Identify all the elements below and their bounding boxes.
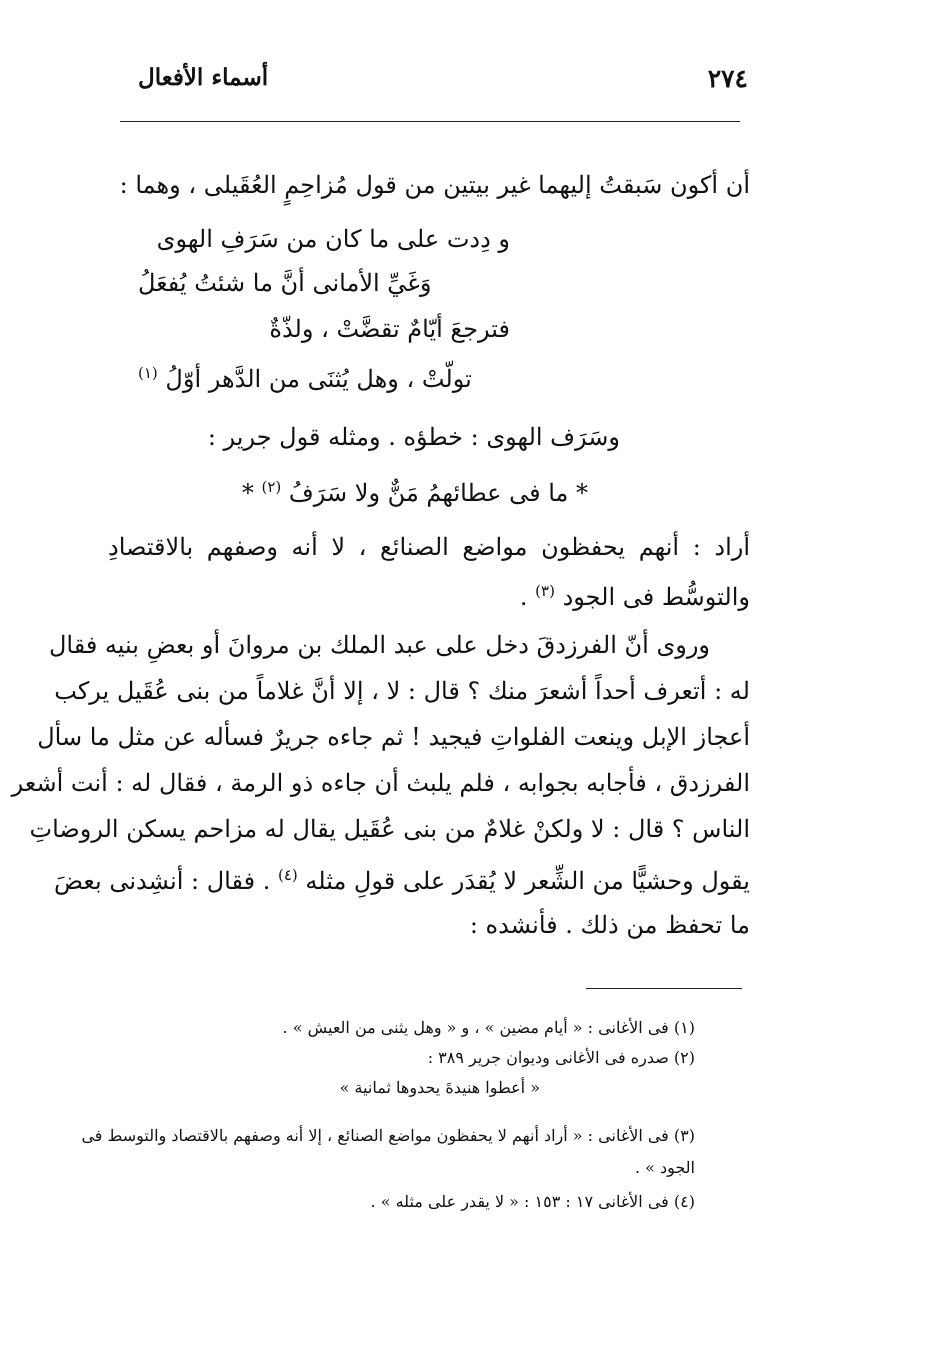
explanation-line: وسَرَف الهوى : خطؤه . ومثله قول جرير :	[207, 423, 620, 451]
quoted-end-star: *	[241, 479, 254, 507]
para-2-line-3: أعجاز الإبل وينعت الفلواتِ فيجيد ! ثم جاءه جريرٌ فسأله عن مثل ما سأل	[37, 723, 750, 751]
para-2-line-6-end: . فقال : أنشِدنى بعضَ	[54, 867, 271, 895]
verse-2-first-hemistich: فترجعَ أيّامٌ تقضَّتْ ، ولذّةٌ	[269, 315, 510, 343]
footnote-3-line-1: (٣) فى الأغانى : « أراد أنهم لا يحفظون مواضع الصنائع ، إلا أنه وصفهم بالاقتصاد والتوسط فى	[81, 1126, 695, 1145]
footnote-marker-2: (٢)	[261, 478, 282, 496]
footnote-2-line-1: (٢) صدره فى الأغانى وديوان جرير ٣٨٩ :	[427, 1048, 695, 1067]
footnote-marker-1: (١)	[138, 364, 158, 382]
verse-2-second-hemistich	[138, 356, 472, 396]
para-2-line-5: الناس ؟ قال : لا ولكنْ غلامٌ من بنى عُقَيل يقال له مزاحم يسكن الروضاتِ	[29, 815, 750, 843]
para-2-line-4: الفرزدق ، فأجابه بجوابه ، فلم يلبث أن جاءه ذو الرمة ، فقال له : أنت أشعر	[11, 769, 750, 797]
para-2-line-6	[54, 858, 750, 898]
footnote-2-line-2: « أعطوا هنيدةَ يحدوها ثمانية »	[339, 1078, 540, 1097]
verse-2-second-text: تولّتْ ، وهل يُثنَى من الدَّهر أوّلُ	[165, 365, 472, 393]
page-number: ٢٧٤	[707, 64, 748, 93]
para-2-line-7: ما تحفظ من ذلك . فأنشده :	[469, 911, 750, 939]
quoted-hemistich	[242, 470, 588, 510]
quoted-text: * ما فى عطائهمُ مَنٌّ ولا سَرَفُ	[288, 479, 588, 507]
verse-1-second-hemistich: وَغَيِّ الأمانى أنَّ ما شئتُ يُفعَلُ	[138, 269, 432, 297]
footnote-4: (٤) فى الأغانى ١٧ : ١٥٣ : « لا يقدر على مثله » .	[370, 1192, 695, 1211]
footnote-1: (١) فى الأغانى : « أيام مضين » ، و « وهل يثنى من العيش » .	[282, 1018, 695, 1037]
para-2-line-6-text: يقول وحشيًّا من الشِّعر لا يُقدَر على قولِ مثله	[305, 867, 750, 895]
para-1-line-2	[520, 574, 750, 614]
footnote-marker-4: (٤)	[277, 866, 298, 884]
running-title: أسماء الأفعال	[138, 64, 269, 91]
verse-1-first-hemistich: و دِدت على ما كان من سَرَفِ الهوى	[156, 225, 510, 253]
para-2-line-2: له : أتعرف أحداً أشعرَ منك ؟ قال : لا ، إلا أنَّ غلاماً من بنى عُقَيل يركب	[54, 677, 750, 705]
para-1-line-2-end: .	[519, 583, 528, 611]
intro-line: أن أكون سَبقتُ إليهما غير بيتين من قول مُزاحِمٍ العُقَيلى ، وهما :	[119, 171, 750, 199]
header-rule	[120, 121, 740, 122]
para-2-line-1: وروى أنّ الفرزدقَ دخل على عبد الملك بن مروانَ أو بعضِ بنيه فقال	[48, 631, 710, 659]
footnote-marker-3: (٣)	[535, 582, 555, 600]
footnote-rule	[586, 988, 742, 989]
para-1-line-1: أراد : أنهم يحفظون مواضع الصنائع ، لا أنه وصفهم بالاقتصادِ	[108, 533, 750, 561]
footnote-3-line-2: الجود » .	[634, 1158, 695, 1177]
para-1-line-2-text: والتوسُّط فى الجود	[562, 583, 750, 611]
